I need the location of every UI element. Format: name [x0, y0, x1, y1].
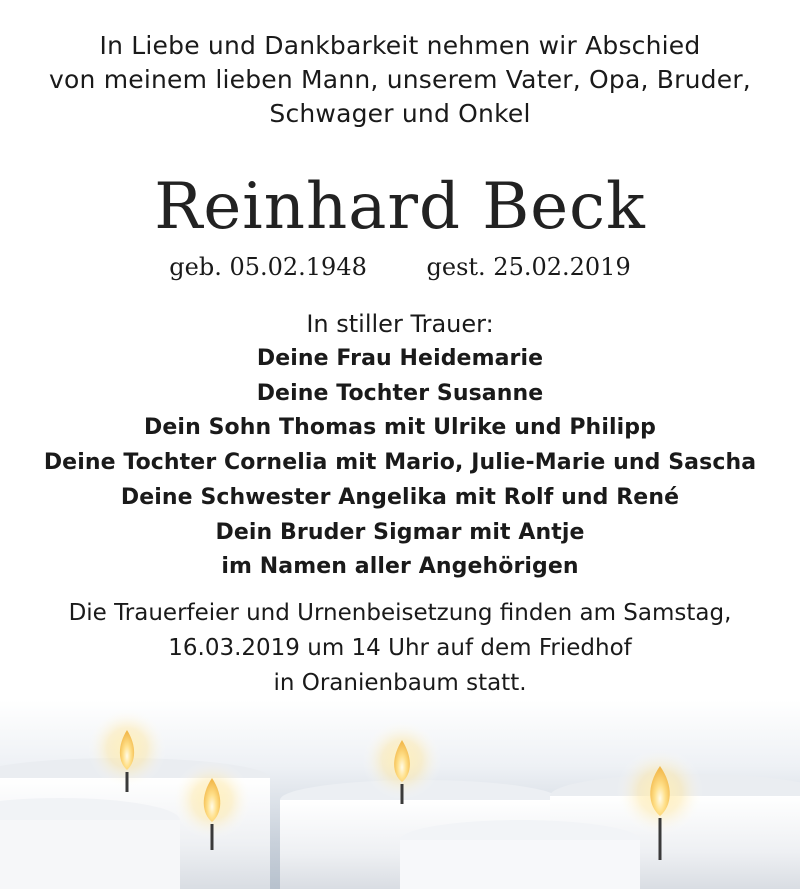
service-line: in Oranienbaum statt.: [273, 670, 527, 696]
mourning-heading: In stiller Trauer:: [306, 310, 494, 338]
mourner-item: Dein Sohn Thomas mit Ulrike und Philipp: [144, 415, 656, 441]
mourner-item: Deine Frau Heidemarie: [256, 346, 544, 371]
intro-line: Schwager und Onkel: [269, 99, 531, 128]
mourner-item: Deine Tochter Cornelia mit Mario, Julie-Marie und Sascha: [43, 450, 757, 476]
deceased-name: Reinhard Beck: [154, 170, 646, 244]
death-date: gest. 25.02.2019: [426, 253, 631, 281]
birth-date: geb. 05.02.1948: [169, 253, 367, 281]
service-line: Die Trauerfeier und Urnenbeisetzung finden am Samstag,: [68, 600, 732, 626]
life-dates: [0, 253, 800, 281]
candles-image: [0, 700, 800, 889]
mourner-item: Dein Bruder Sigmar mit Antje: [215, 519, 585, 545]
mourner-item: Deine Schwester Angelika mit Rolf und René: [120, 484, 680, 510]
service-info: [0, 596, 800, 701]
service-line: 16.03.2019 um 14 Uhr auf dem Friedhof: [168, 635, 632, 661]
intro-text: [0, 29, 800, 131]
mourner-item: im Namen aller Angehörigen: [221, 554, 579, 580]
intro-line: In Liebe und Dankbarkeit nehmen wir Abschied: [99, 31, 701, 60]
intro-line: von meinem lieben Mann, unserem Vater, Opa, Bruder,: [49, 65, 751, 94]
mourners-list: [0, 342, 800, 585]
mourner-item: Deine Tochter Susanne: [256, 380, 544, 406]
